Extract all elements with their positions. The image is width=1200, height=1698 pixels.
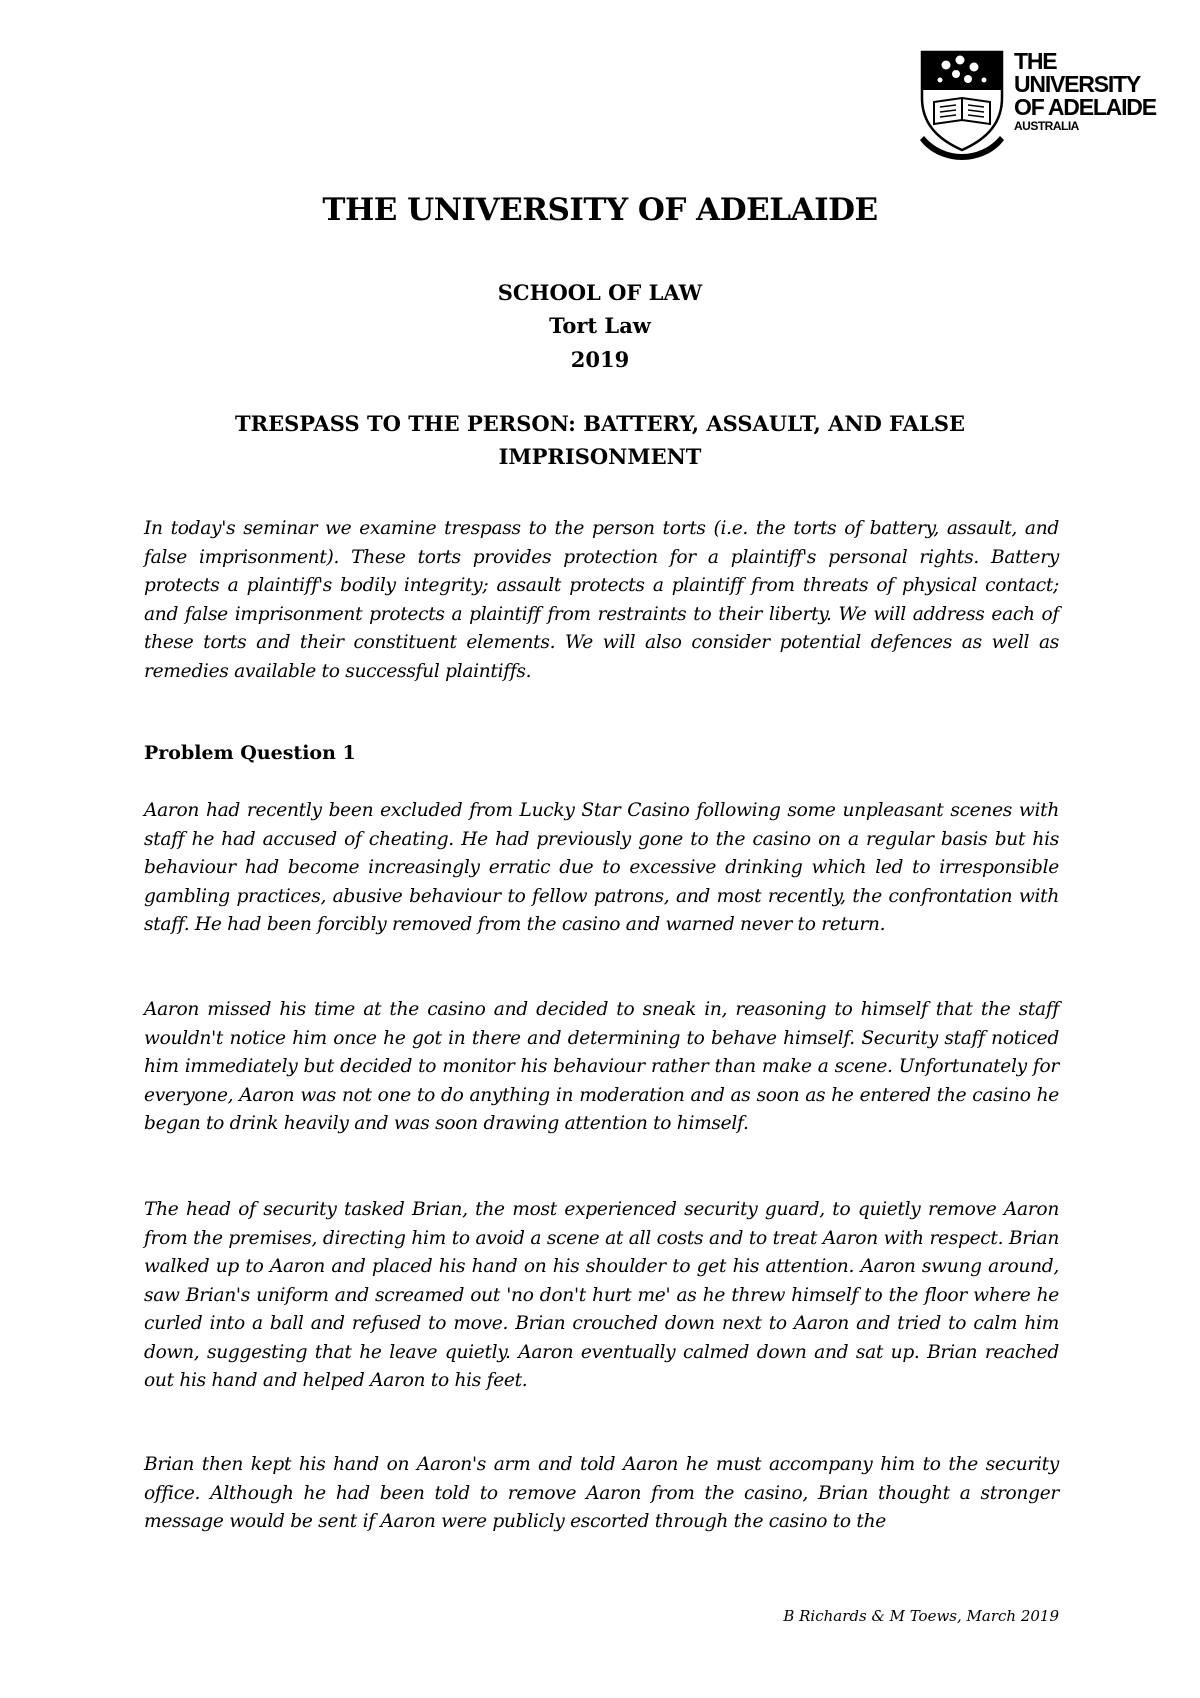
logo-line-1: THE UNIVERSITY	[1014, 48, 1141, 97]
university-logo	[920, 50, 1180, 180]
university-crest-icon	[920, 50, 1010, 160]
seminar-topic-line-1: TRESPASS TO THE PERSON: BATTERY, ASSAULT, AND FALSE	[234, 411, 966, 436]
problem-paragraph: Aaron had recently been excluded from Lucky Star Casino following some unpleasant scenes with staff he had accused of cheating. He had previously gone to the casino on a regular basis but his behaviour had become increasingly erratic due to excessive drinking which led to irresponsible gambling practices, abusive behaviour to fellow patrons, and most recently, the confrontation with staff. He had been forcibly removed from the casino and warned never to return.	[144, 800, 1059, 935]
school-name: SCHOOL OF LAW	[497, 280, 703, 305]
seminar-topic	[0, 407, 1200, 473]
seminar-topic-line-2: IMPRISONMENT	[498, 444, 702, 469]
logo-line-2: OF ADELAIDE	[1014, 94, 1156, 120]
document-title: THE UNIVERSITY OF ADELAIDE	[322, 192, 878, 228]
logo-wordmark	[1014, 50, 1180, 133]
page-footer: B Richards & M Toews, March 2019	[783, 1607, 1059, 1625]
problem-paragraph: Aaron missed his time at the casino and decided to sneak in, reasoning to himself that the staff wouldn't notice him once he got in there and determining to behave himself. Security staff noticed him immediately but decided to monitor his behaviour rather than make a scene. Unfortunately for everyone, Aaron was not one to do anything in moderation and as soon as he entered the casino he began to drink heavily and was soon drawing attention to himself.	[144, 999, 1059, 1134]
logo-line-3: AUSTRALIA	[1014, 119, 1079, 133]
course-year: 2019	[570, 347, 630, 372]
course-name: Tort Law	[549, 313, 651, 338]
problem-heading: Problem Question 1	[144, 742, 356, 764]
problem-paragraph: Brian then kept his hand on Aaron's arm and told Aaron he must accompany him to the security office. Although he had been told to remove Aaron from the casino, Brian thought a stronger message would be sent if Aaron were publicly escorted through the casino to the	[144, 1454, 1059, 1532]
problem-paragraph: The head of security tasked Brian, the most experienced security guard, to quietly remove Aaron from the premises, directing him to avoid a scene at all costs and to treat Aaron with respect. Brian walked up to Aaron and placed his hand on his shoulder to get his attention. Aaron swung around, saw Brian's uniform and screamed out 'no don't hurt me' as he threw himself to the floor where he curled into a ball and refused to move. Brian crouched down next to Aaron and tried to calm him down, suggesting that he leave quietly. Aaron eventually calmed down and sat up. Brian reached out his hand and helped Aaron to his feet.	[144, 1199, 1059, 1391]
intro-paragraph: In today's seminar we examine trespass to the person torts (i.e. the torts of battery, assault, and false imprisonment). These torts provides protection for a plaintiff's personal rights. Battery protects a plaintiff's bodily integrity; assault protects a plaintiff from threats of physical contact; and false imprisonment protects a plaintiff from restraints to their liberty. We will address each of these torts and their constituent elements. We will also consider potential defences as well as remedies available to successful plaintiffs.	[144, 518, 1059, 682]
